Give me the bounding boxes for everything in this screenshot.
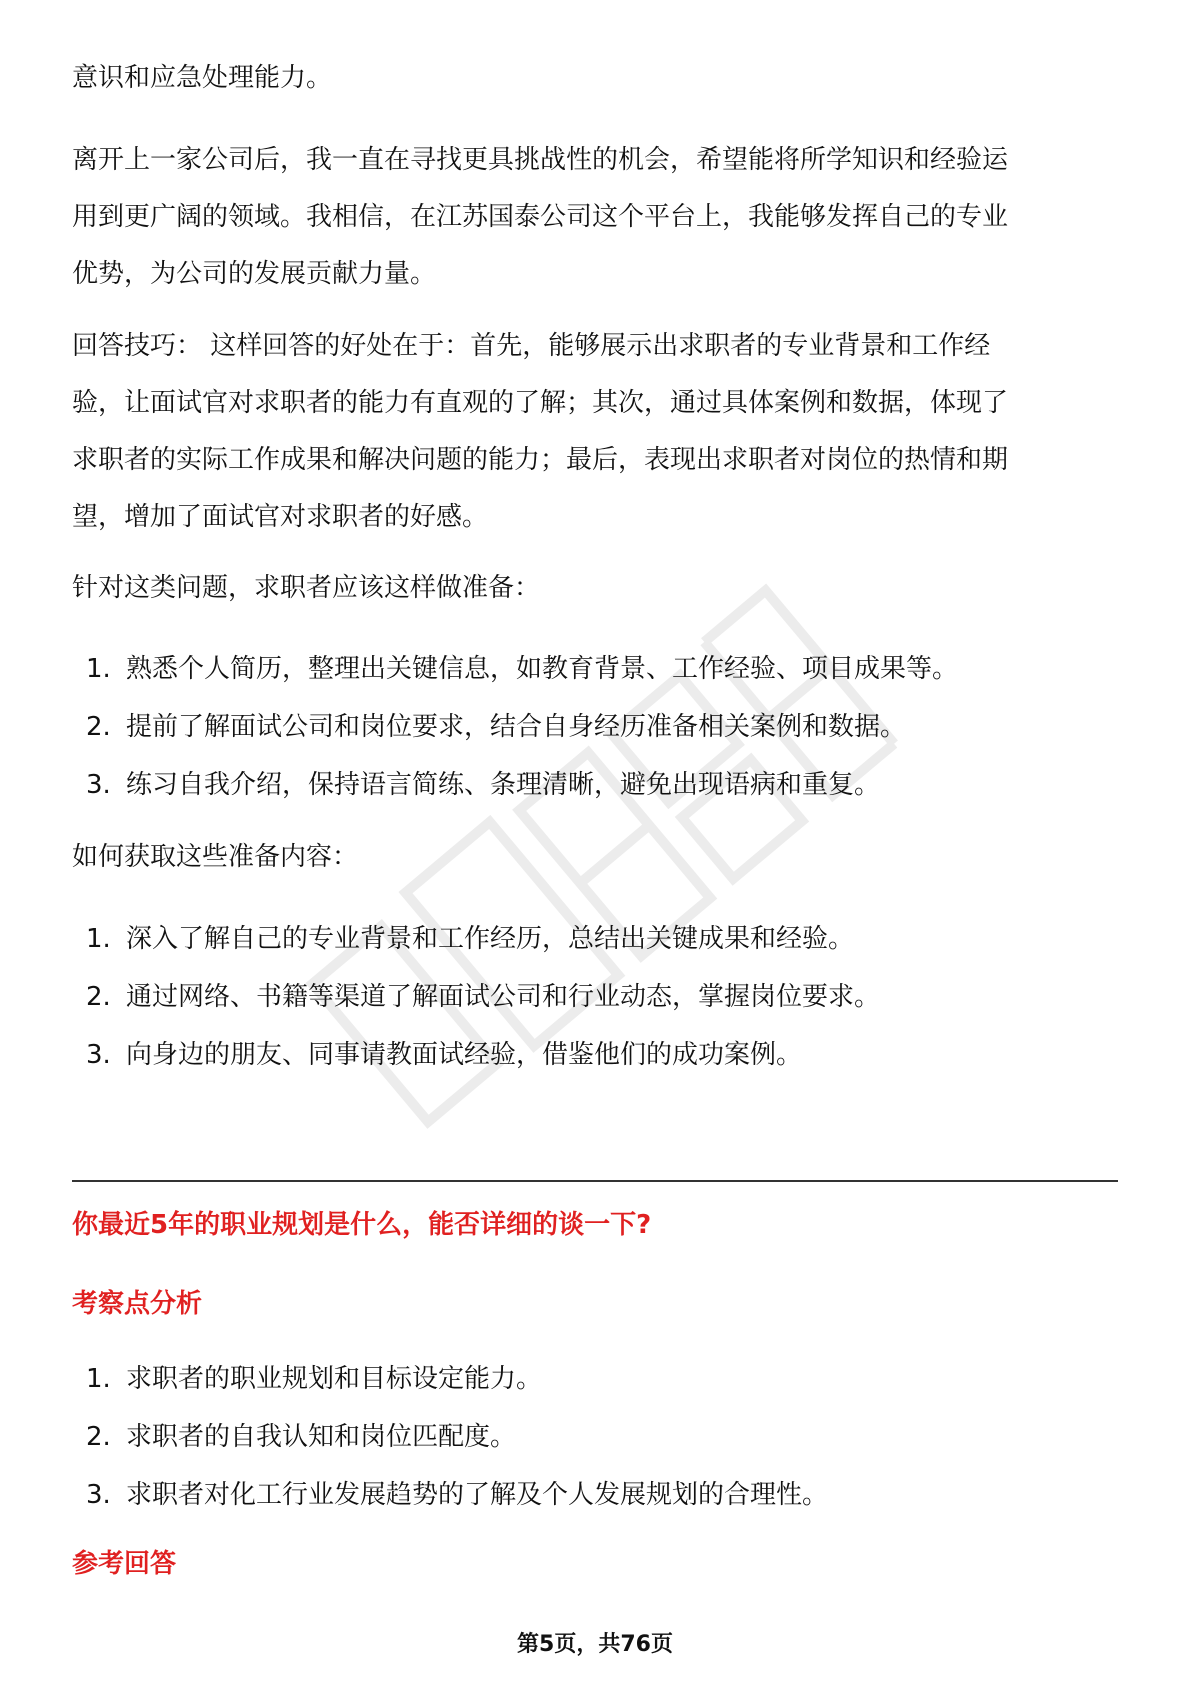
paragraph-prep-intro: 针对这类问题，求职者应该这样做准备： [72,573,541,603]
question-heading: 你最近5年的职业规划是什么，能否详细的谈一下? [72,1210,652,1240]
prep-list [72,640,1118,814]
analysis-heading: 考察点分析 [72,1289,203,1319]
list-item: 1. 深入了解自己的专业背景和工作经历，总结出关键成果和经验。 [86,924,855,954]
obtain-list [72,910,1118,1084]
answer-heading: 参考回答 [72,1549,177,1579]
section-divider [72,1180,1118,1182]
list-item: 3. 向身边的朋友、同事请教面试经验，借鉴他们的成功案例。 [86,1040,803,1070]
paragraph-motivation: 离开上一家公司后，我一直在寻找更具挑战性的机会，希望能将所学知识和经验运 用到更广阔的领域。我相信，在江苏国泰公司这个平台上，我能够发挥自己的专业 优势，为公司的发展贡献力量。 [72,145,1009,289]
list-item: 2. 通过网络、书籍等渠道了解面试公司和行业动态，掌握岗位要求。 [86,982,881,1012]
list-item: 2. 求职者的自我认知和岗位匹配度。 [86,1422,517,1452]
page-footer: 第5页，共76页 [517,1632,673,1657]
document-page [72,0,1118,1684]
list-item: 1. 熟悉个人简历，整理出关键信息，如教育背景、工作经验、项目成果等。 [86,654,959,684]
paragraph-how-to-obtain: 如何获取这些准备内容： [72,842,359,872]
analysis-list [72,1350,1118,1524]
list-item: 3. 练习自我介绍，保持语言简练、条理清晰，避免出现语病和重复。 [86,770,881,800]
list-item: 3. 求职者对化工行业发展趋势的了解及个人发展规划的合理性。 [86,1480,829,1510]
list-item: 1. 求职者的职业规划和目标设定能力。 [86,1364,543,1394]
paragraph-continuation: 意识和应急处理能力。 [72,63,333,93]
paragraph-answer-tips: 回答技巧： 这样回答的好处在于：首先，能够展示出求职者的专业背景和工作经 验，让面试官对求职者的能力有直观的了解；其次，通过具体案例和数据，体现了 求职者的实际工作成果和解决问题的能力；最后，表现出求职者对岗位的热情和期 望，增加了面试官对求职者的好感。 [72,331,1009,532]
list-item: 2. 提前了解面试公司和岗位要求，结合自身经历准备相关案例和数据。 [86,712,907,742]
